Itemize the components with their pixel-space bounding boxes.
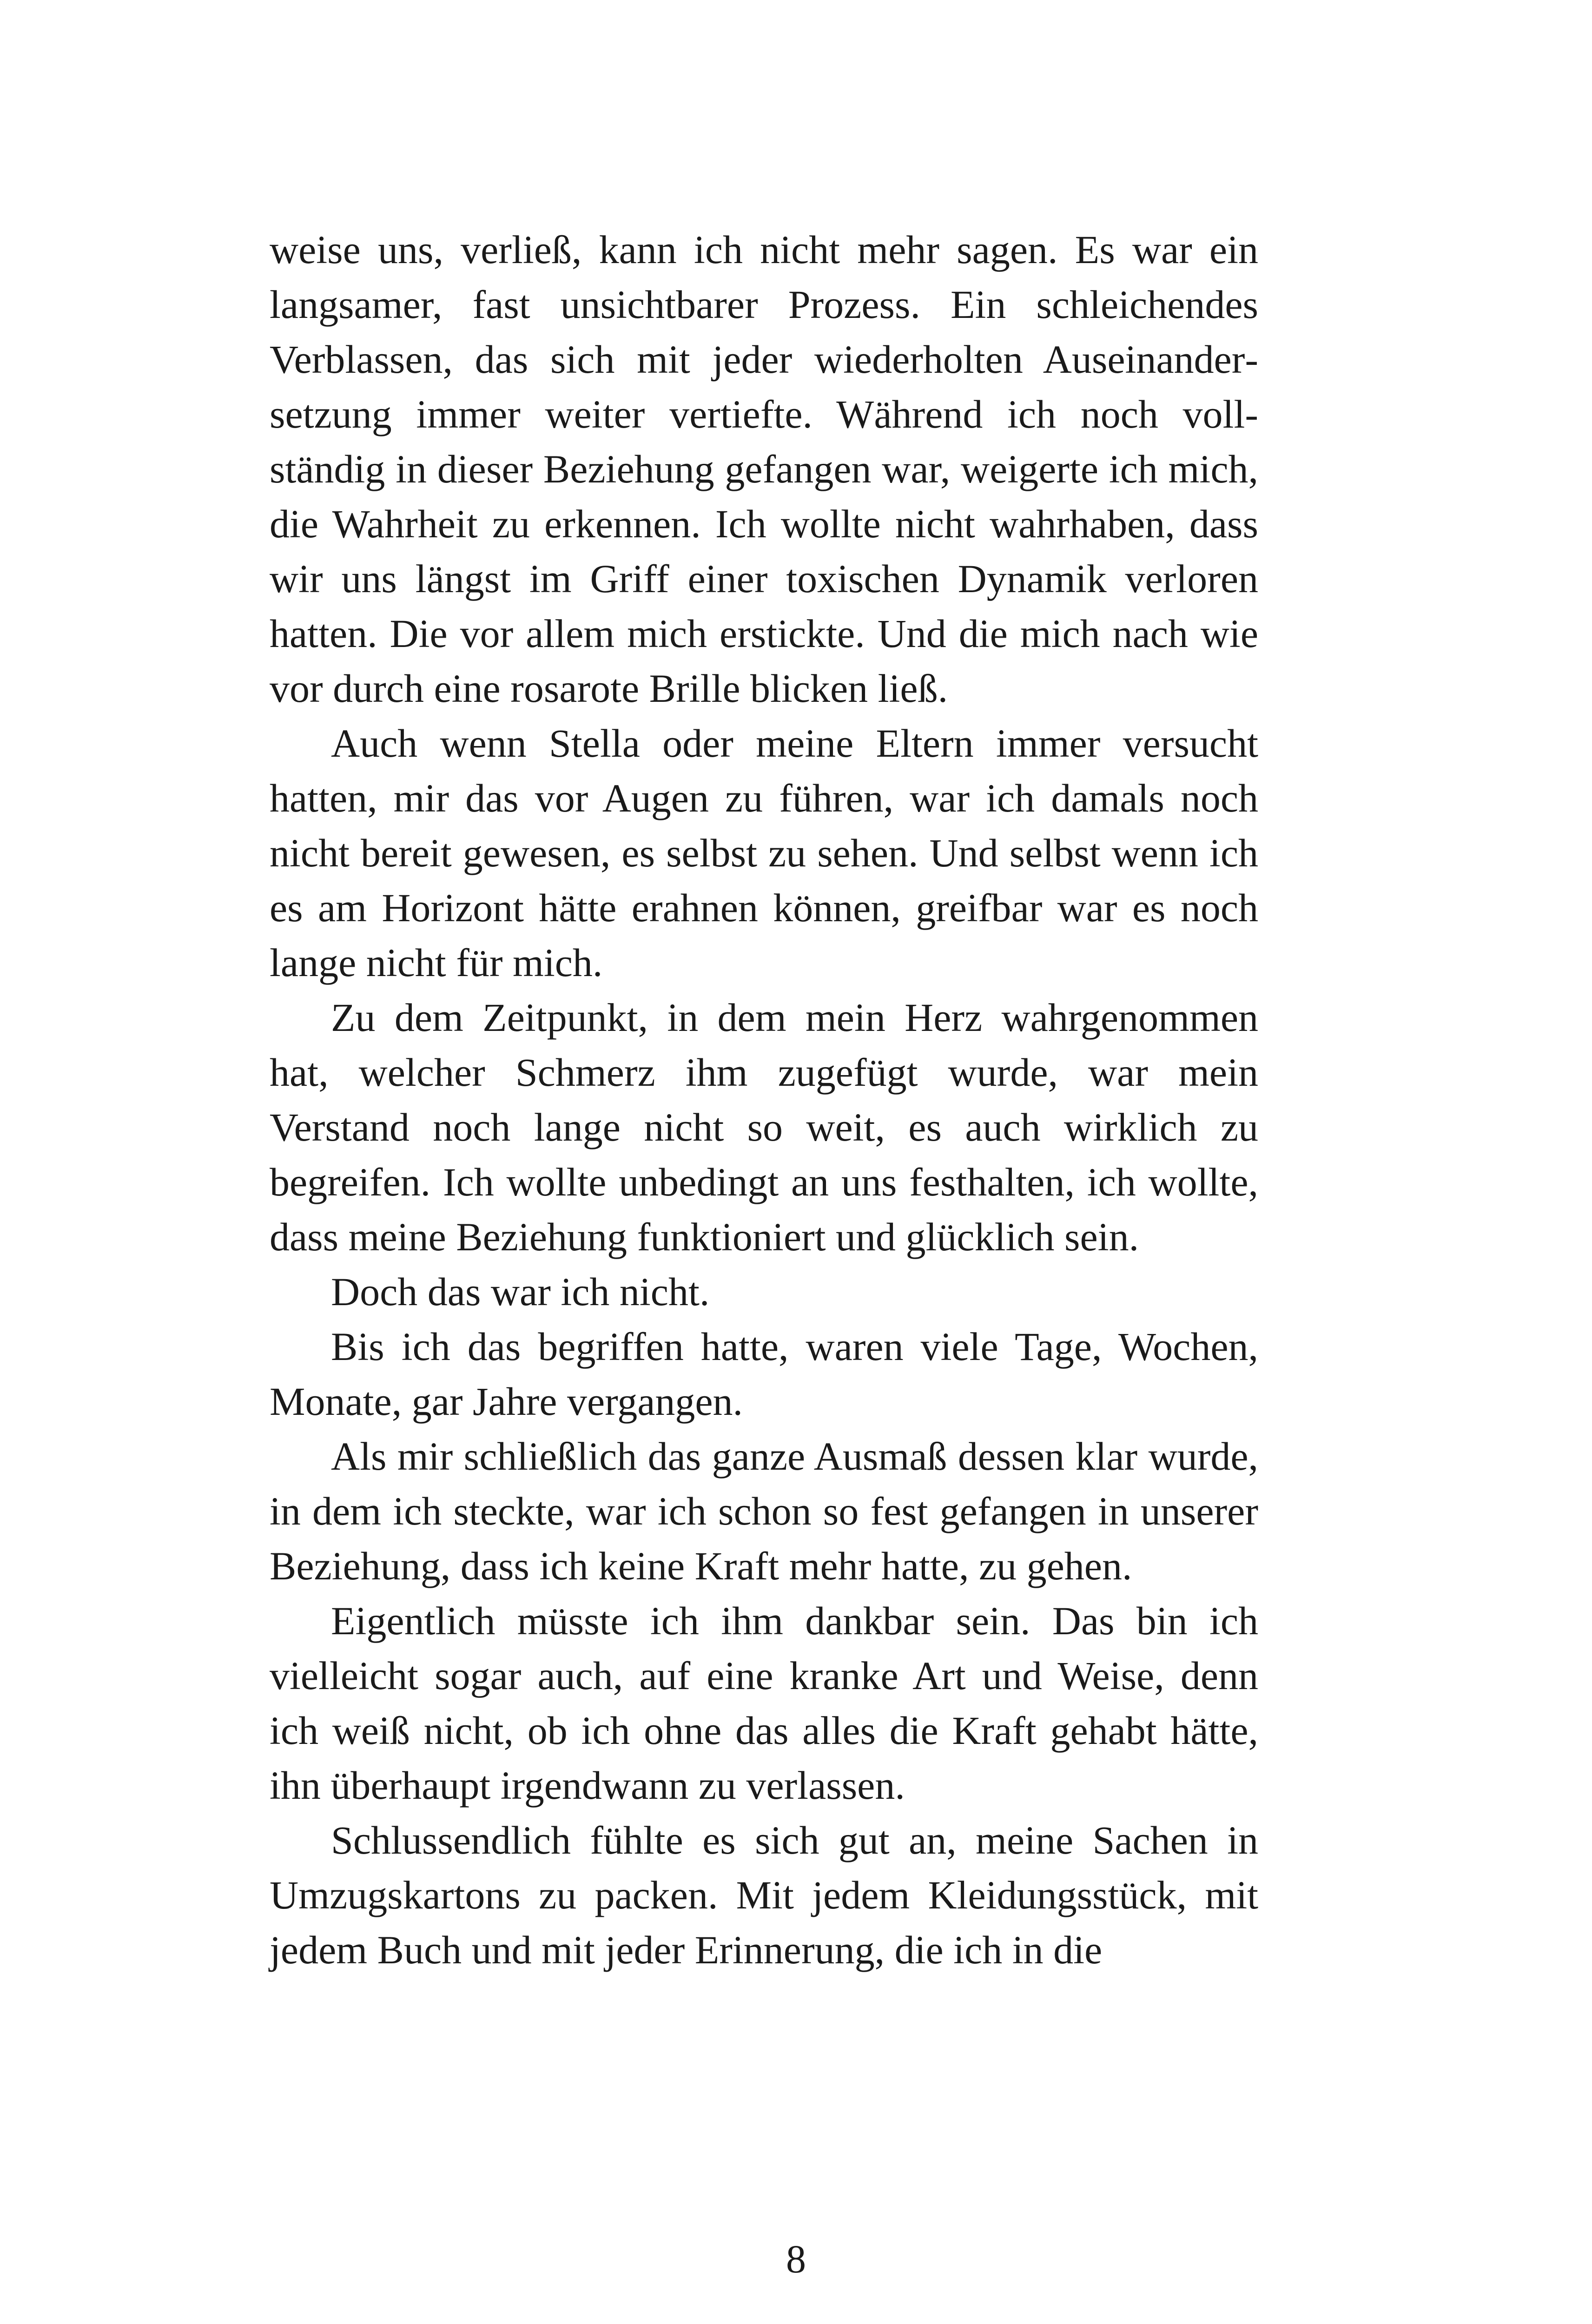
paragraph-2: Auch wenn Stella oder meine Eltern immer versucht hatten, mir das vor Augen zu führen, war ich damals noch nicht bereit gewesen, es selbst zu sehen. Und selbst wenn ich es am Horizont hätte erahnen können, greifbar war es noch lange nicht für mich. bbox=[270, 721, 1258, 985]
paragraph-8: Schlussendlich fühlte es sich gut an, meine Sachen in Umzugskartons zu packen. Mit jedem Kleidungsstück, mit jedem Buch und mit jeder Erinnerung, die ich in die bbox=[270, 1818, 1258, 1972]
page-number: 8 bbox=[786, 2237, 806, 2281]
paragraph-3: Zu dem Zeitpunkt, in dem mein Herz wahrgenommen hat, welcher Schmerz ihm zugefügt wurde, war mein Verstand noch lange nicht so weit, es auch wirklich zu begreifen. Ich wollte unbedingt an uns festhalten, ich wollte, dass meine Beziehung funktioniert und glücklich sein. bbox=[270, 995, 1258, 1259]
paragraph-6: Als mir schließlich das ganze Ausmaß dessen klar wurde, in dem ich steckte, war ich schon so fest gefangen in unserer Beziehung, dass ich keine Kraft mehr hatte, zu gehen. bbox=[270, 1434, 1258, 1588]
page-body bbox=[270, 222, 1258, 1977]
paragraph-5: Bis ich das begriffen hatte, waren viele Tage, Wochen, Monate, gar Jahre vergangen. bbox=[270, 1324, 1258, 1424]
paragraph-1: weise uns, verließ, kann ich nicht mehr sagen. Es war ein langsamer, fast unsichtbarer Prozess. Ein schleichendes Verblassen, das sich mit jeder wiederholten Auseinandersetzung immer weiter vertiefte. Während ich noch vollständig in dieser Beziehung gefangen war, weigerte ich mich, die Wahrheit zu erkennen. Ich wollte nicht wahrhaben, dass wir uns längst im Griff einer toxischen Dynamik verloren hatten. Die vor allem mich erstickte. Und die mich nach wie vor durch eine rosarote Brille blicken ließ. bbox=[270, 227, 1258, 711]
paragraph-7: Eigentlich müsste ich ihm dankbar sein. Das bin ich vielleicht sogar auch, auf eine kranke Art und Weise, denn ich weiß nicht, ob ich ohne das alles die Kraft gehabt hätte, ihn überhaupt irgendwann zu verlassen. bbox=[270, 1598, 1258, 1808]
paragraph-4: Doch das war ich nicht. bbox=[331, 1269, 710, 1314]
